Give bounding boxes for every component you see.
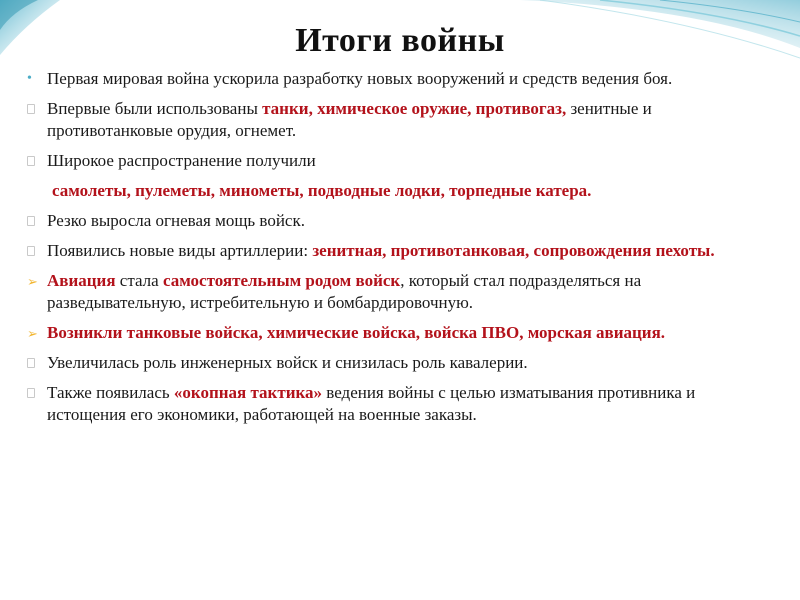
bullet-box-icon	[27, 156, 35, 166]
item-text: Впервые были использованы	[47, 99, 263, 118]
item-text: Также появилась	[47, 383, 174, 402]
list-item	[26, 382, 776, 426]
bullet-box-icon	[27, 388, 35, 398]
bullet-box-icon	[27, 216, 35, 226]
item-text: ведения войны с целью изматывания противника и истощения его экономики, работающей на военные заказы.	[47, 383, 696, 424]
list-item	[26, 352, 776, 374]
item-text: Первая мировая война ускорила разработку новых вооружений и средств ведения боя.	[47, 69, 673, 88]
item-text: , который стал подразделяться на разведывательную, истребительную и бомбардировочную.	[47, 271, 642, 312]
list-item	[26, 270, 776, 314]
item-text: Увеличилась роль инженерных войск и снизилась роль кавалерии.	[47, 353, 528, 372]
list-item	[26, 150, 776, 172]
item-text: Широкое распространение получили	[47, 151, 316, 170]
list-item	[26, 180, 776, 202]
highlighted-text: танки, химическое оружие, противогаз,	[262, 99, 567, 118]
highlighted-text: «окопная тактика»	[173, 383, 323, 402]
list-item	[26, 240, 776, 262]
bullet-box-icon	[27, 358, 35, 368]
item-text: стала	[115, 271, 163, 290]
highlighted-text: Возникли танковые войска, химические войска, войска ПВО, морская авиация.	[47, 323, 666, 342]
bullet-arrow-icon: ➢	[27, 326, 38, 341]
highlighted-text: Авиация	[47, 271, 116, 290]
highlighted-text: самостоятельным родом войск	[162, 271, 401, 290]
highlighted-text: зенитная, противотанковая, сопровождения пехоты.	[312, 241, 715, 260]
bullet-dot-icon: •	[27, 71, 32, 86]
list-item	[26, 98, 776, 142]
page-title: Итоги войны	[295, 22, 505, 59]
list-item	[26, 322, 776, 344]
bullet-arrow-icon: ➢	[27, 274, 38, 289]
item-text: Резко выросла огневая мощь войск.	[47, 211, 305, 230]
bullet-box-icon	[27, 246, 35, 256]
list-item	[26, 210, 776, 232]
highlighted-text: самолеты, пулеметы, минометы, подводные лодки, торпедные катера.	[52, 181, 592, 200]
item-text: зенитные и противотанковые орудия, огнемет.	[47, 99, 652, 140]
item-text: Появились новые виды артиллерии:	[47, 241, 313, 260]
bullet-list	[26, 68, 776, 434]
list-item	[26, 68, 776, 90]
bullet-box-icon	[27, 104, 35, 114]
